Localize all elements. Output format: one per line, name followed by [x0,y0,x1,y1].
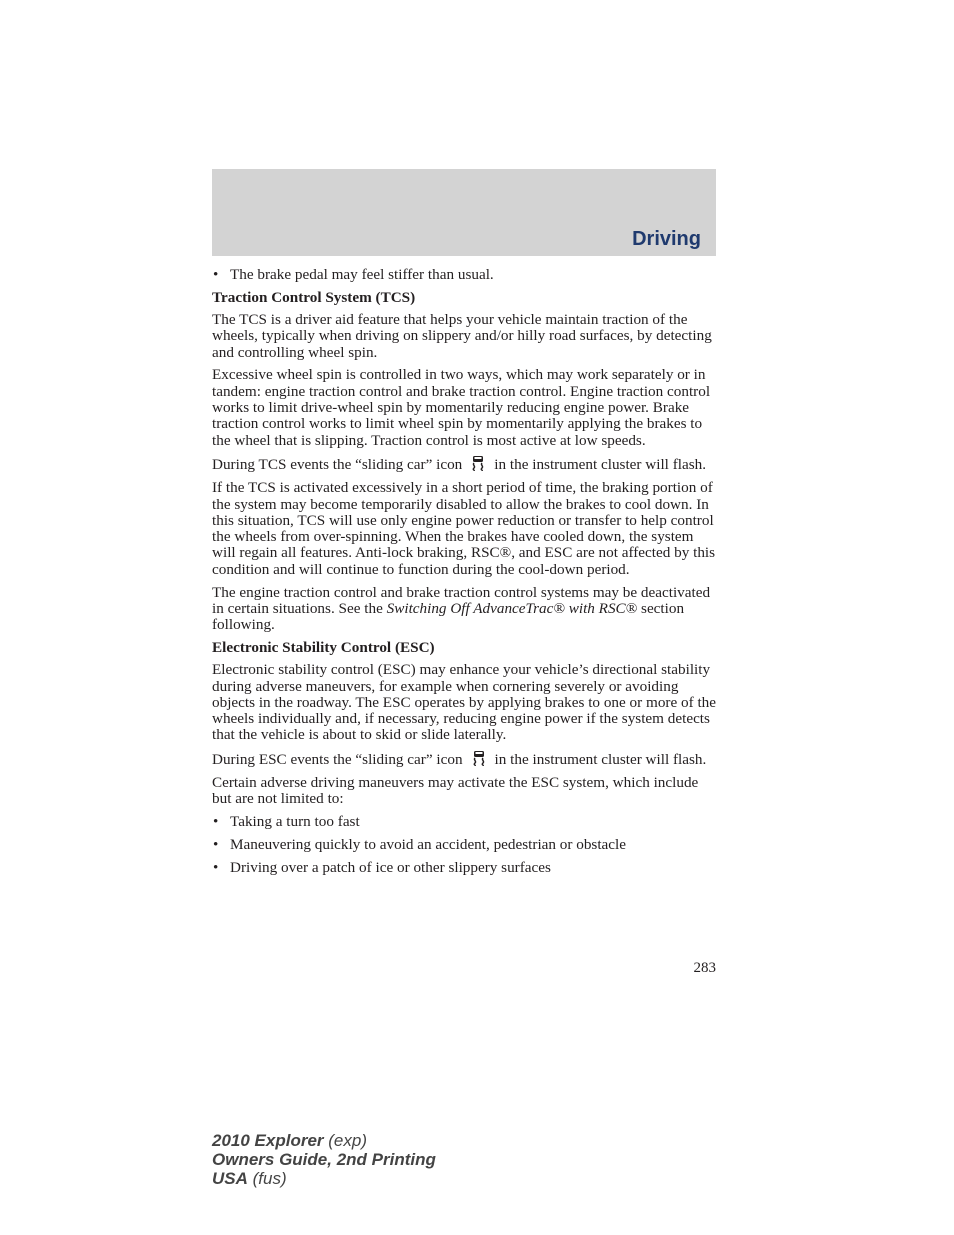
bullet-glyph: • [213,858,219,876]
list-item [212,267,718,283]
bullet-glyph: • [213,835,219,853]
esc-paragraph-2 [212,750,718,768]
page-number: 283 [693,960,716,976]
list-item [212,860,718,876]
tcs-paragraph-5-before: The engine traction control and brake traction control systems may be deactivated in certain situations. See the [212,583,711,617]
list-item [212,814,718,830]
document-footer [212,1131,436,1188]
tcs-heading: Traction Control System (TCS) [212,288,416,306]
footer-model-code: (exp) [328,1131,367,1150]
tcs-paragraph-1: The TCS is a driver aid feature that helps your vehicle maintain traction of the wheels, typically when driving on slippery and/or hilly road surfaces, by detecting and controlling wheel spin. [212,311,712,361]
footer-guide-title: Owners Guide, 2nd Printing [212,1150,436,1169]
footer-line-2 [212,1150,436,1169]
esc-paragraph-1: Electronic stability control (ESC) may enhance your vehicle’s directional stability during adverse maneuvers, for example when cornering severely or avoiding objects in the roadway. The ESC operates by applying brakes to one or more of the wheels individually and, if necessary, reducing engine power if the system detects that the vehicle is about to skid or slide laterally. [212,661,717,744]
tcs-paragraph-4: If the TCS is activated excessively in a short period of time, the braking portion of the system may become temporarily disabled to allow the brakes to cool down. In this situation, TCS will use only engine power reduction or transfer to help control the wheels from over-spinning. When the brakes have cooled down, the system will regain all features. Anti-lock braking, RSC®, and ESC are not affected by this condition and will continue to function during the cool-down period. [212,479,716,578]
footer-model: 2010 Explorer [212,1131,324,1150]
list-item [212,837,718,853]
list-item-text: Driving over a patch of ice or other slippery surfaces [230,858,551,876]
tcs-paragraph-3-after: in the instrument cluster will flash. [494,456,707,474]
tcs-paragraph-3 [212,455,718,473]
section-header-band [212,169,716,256]
footer-market-code: (fus) [252,1169,287,1188]
sliding-car-icon [468,455,488,471]
footer-line-1 [212,1131,436,1150]
sliding-car-icon [469,750,489,766]
esc-paragraph-2-before: During ESC events the “sliding car” icon [212,751,463,769]
footer-market: USA [212,1169,248,1188]
list-item-text: Taking a turn too fast [230,813,360,831]
section-title: Driving [632,228,701,250]
list-item-text: Maneuvering quickly to avoid an accident, pedestrian or obstacle [230,835,627,853]
page-content [212,267,718,883]
list-item-text: The brake pedal may feel stiffer than usual. [230,266,494,283]
tcs-paragraph-5 [212,585,718,634]
tcs-paragraph-3-before: During TCS events the “sliding car” icon [212,456,463,474]
bullet-glyph: • [213,813,219,831]
esc-paragraph-3: Certain adverse driving maneuvers may activate the ESC system, which include but are not limited to: [212,774,699,808]
footer-line-3 [212,1169,436,1188]
esc-heading: Electronic Stability Control (ESC) [212,638,435,656]
bullet-glyph: • [213,266,219,283]
cross-reference: Switching Off AdvanceTrac® with RSC® [386,599,638,617]
esc-paragraph-2-after: in the instrument cluster will flash. [494,751,707,769]
tcs-paragraph-5-after: section following. [212,599,685,634]
tcs-paragraph-2: Excessive wheel spin is controlled in two ways, which may work separately or in tandem: engine traction control and brake traction control. Engine traction control works to limit drive-wheel spin by momentarily reducing engine power. Brake traction control works to limit wheel spin by momentarily applying the brakes to the wheel that is slipping. Traction control is most active at low speeds. [212,366,711,449]
